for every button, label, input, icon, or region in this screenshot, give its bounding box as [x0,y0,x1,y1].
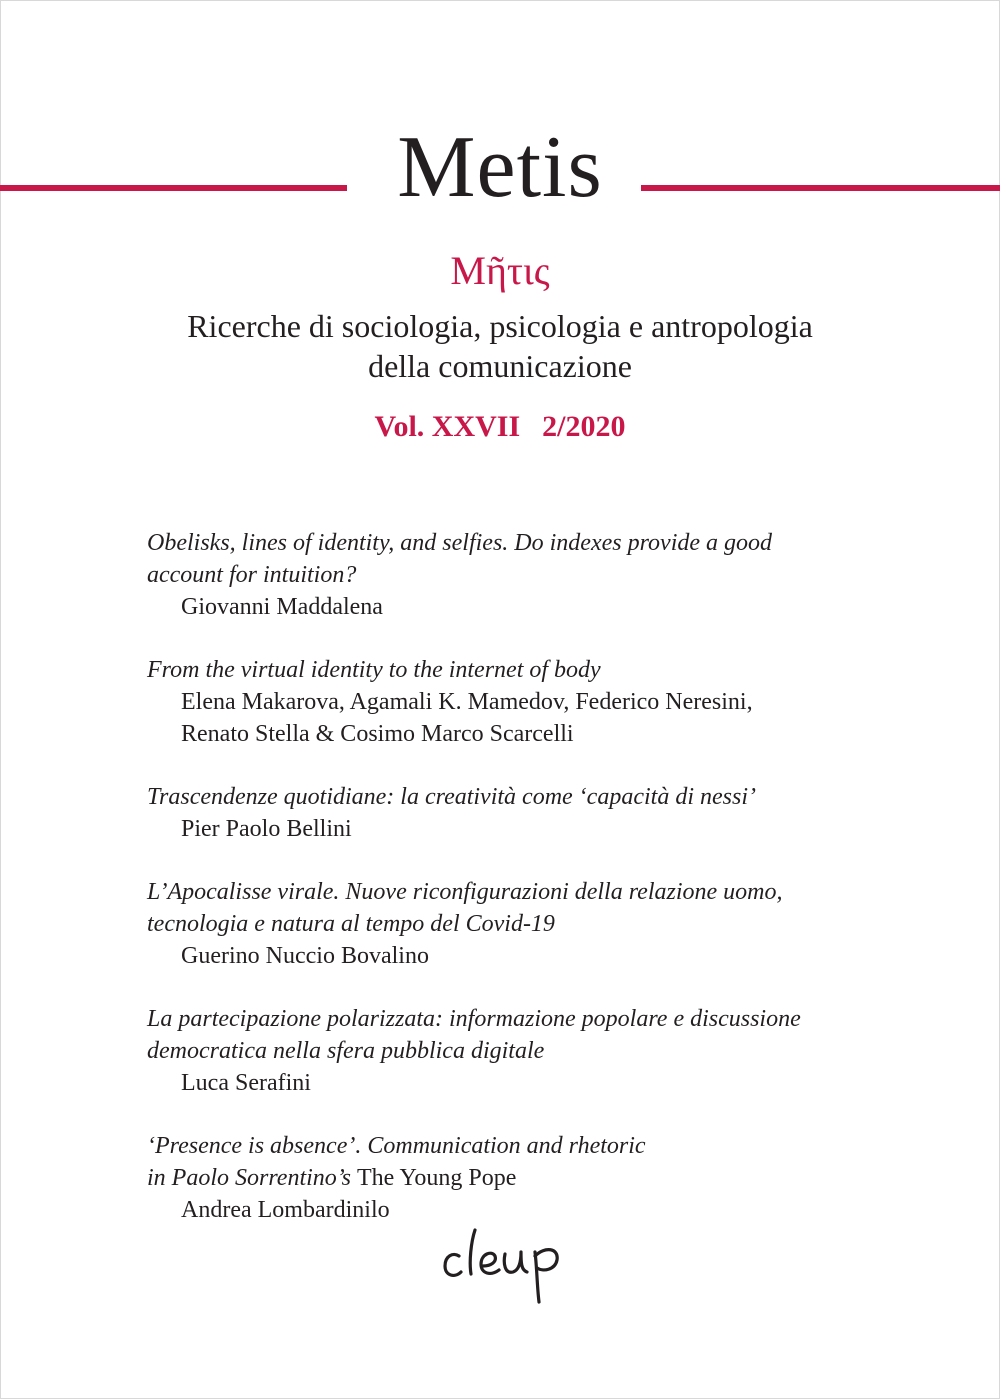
article-author: Andrea Lombardinilo [181,1197,390,1223]
article-title-italic: in Paolo Sorrentino’s [147,1165,352,1191]
toc-entry [147,527,849,623]
article-title-line: La partecipazione polarizzata: informazione popolare e discussione [147,1006,801,1032]
article-title [147,527,849,591]
article-author-line: Renato Stella & Cosimo Marco Scarcelli [181,721,574,747]
article-title-line: ‘Presence is absence’. Communication and rhetoric [147,1133,646,1159]
subtitle-line: della comunicazione [368,348,632,384]
toc-entry [147,876,849,972]
article-title [147,1130,849,1194]
article-title-line: account for intuition? [147,562,357,588]
toc-entry [147,781,849,845]
toc-entry [147,654,849,750]
article-author: Luca Serafini [181,1070,311,1096]
issue-number: 2/2020 [542,410,626,443]
journal-title: Metis [397,119,603,216]
article-author: Giovanni Maddalena [181,594,383,620]
article-title-line: From the virtual identity to the internet of body [147,657,601,683]
toc-entry [147,1003,849,1099]
article-title [147,654,849,686]
article-author: Pier Paolo Bellini [181,816,352,842]
article-title [147,781,849,813]
volume-issue [0,407,1000,447]
article-author-line: Elena Makarova, Agamali K. Mamedov, Federico Neresini, [181,689,753,715]
article-title-line: Trascendenze quotidiane: la creatività come ‘capacità di nessi’ [147,784,756,810]
article-author [147,686,849,750]
article-title-line: democratica nella sfera pubblica digitale [147,1038,545,1064]
article-title-line [147,1162,849,1194]
subtitle-line: Ricerche di sociologia, psicologia e antropologia [187,308,813,344]
table-of-contents [147,527,849,1226]
toc-entry [147,1130,849,1226]
volume-number: Vol. XXVII [374,410,521,443]
article-title-line: tecnologia e natura al tempo del Covid-19 [147,911,555,937]
article-title-line: Obelisks, lines of identity, and selfies. Do indexes provide a good [147,530,773,556]
cleup-logo-icon [437,1216,567,1306]
film-title: The Young Pope [357,1165,517,1191]
article-title [147,1003,849,1067]
journal-greek-title: Μῆτις [450,248,550,293]
article-author: Guerino Nuccio Bovalino [181,943,429,969]
article-title-line: L’Apocalisse virale. Nuove riconfigurazioni della relazione uomo, [147,879,783,905]
article-title [147,876,849,940]
journal-subtitle [0,306,1000,386]
